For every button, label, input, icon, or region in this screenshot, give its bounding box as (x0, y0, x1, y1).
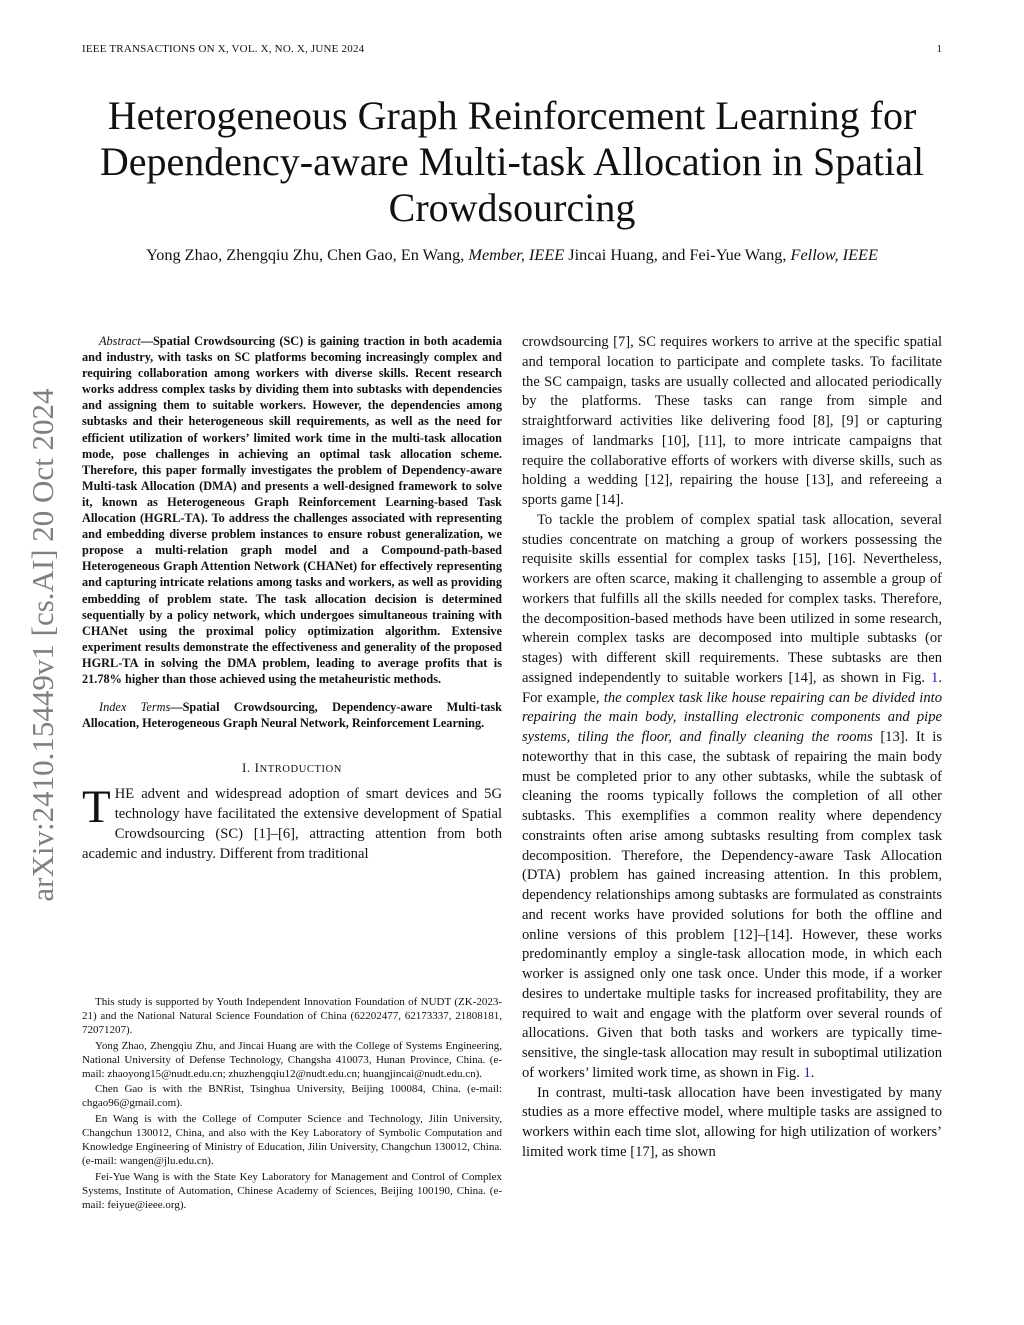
section-title-rest: NTRODUCTION (259, 764, 342, 776)
abstract (82, 333, 502, 687)
title-line: Crowdsourcing (388, 185, 636, 230)
left-column (82, 333, 502, 864)
footnote-affiliation: Yong Zhao, Zhengqiu Zhu, and Jincai Huang are with the College of Systems Engineering, National University of Defense Technology, Changsha 410073, Hunan Province, China. (e-mail: zhaoyong15@nudt.edu.cn; zhuzhengqiu12@nudt.edu.cn; huangjincai@nudt.edu.cn). (82, 1039, 502, 1080)
body-text: . (810, 1064, 815, 1081)
intro-paragraph (82, 781, 502, 864)
body-text: . For example, (522, 669, 942, 706)
authors-part-1: Yong Zhao, Zhengqiu Zhu, Chen Gao, En Wang, (146, 245, 469, 264)
abstract-label: Abstract (99, 334, 141, 348)
footnote-affiliation: Chen Gao is with the BNRist, Tsinghua University, Beijing 100084, China. (e-mail: chgao96@gmail.com). (82, 1083, 502, 1110)
figure-link[interactable]: 1 (931, 669, 939, 686)
arxiv-stamp: arXiv:2410.15449v1 [cs.AI] 20 Oct 2024 (25, 388, 60, 902)
title-line: Heterogeneous Graph Reinforcement Learning for (107, 93, 917, 138)
author-list (40, 244, 984, 266)
body-paragraph: In contrast, multi-task allocation have been investigated by many studies as a more effective model, where multiple tasks are assigned to workers within each time slot, allowing for high utilization of workers’ limited work time [17], as shown (522, 1084, 942, 1160)
section-heading-introduction (82, 760, 502, 776)
index-terms (82, 699, 502, 731)
paper-title (60, 93, 964, 231)
footnote-funding: This study is supported by Youth Independent Innovation Foundation of NUDT (ZK-2023-21) and the National Natural Science Foundation of China (62202477, 62173337, 21808181, 72071207). (82, 996, 502, 1036)
intro-caps: HE (114, 786, 135, 803)
intro-text: advent and widespread adoption of smart devices and 5G technology have facilitated the extensive development of Spatial Crowdsourcing (SC) [1]–[6], attracting attention from both academic and industry. Different from traditional (82, 786, 502, 862)
footnote-affiliation: En Wang is with the College of Computer Science and Technology, Jilin University, Changchun 130012, China, and also with the Key Laboratory of Symbolic Computation and Knowledge Engineering of Ministry of Education, Jilin University, Changchun 130012, China. (e-mail: wangen@jlu.edu.cn). (82, 1113, 502, 1167)
body-paragraph: crowdsourcing [7], SC requires workers to arrive at the specific spatial and temporal location to participate and complete tasks. To facilitate the SC campaign, tasks are usually collected and allocated periodically by the platforms. These tasks can range from simple and straightforward activities like delivering food [8], [9] or capturing images of landmarks [10], [11], to more intricate campaigns that require the collaborative efforts of workers with diverse skills, such as holding a wedding [12], repairing the house [13], and refereeing a sports game [14]. (522, 334, 942, 508)
section-numeral: I. (241, 760, 251, 776)
section-title-initial: I (254, 760, 260, 776)
index-terms-label: Index Terms (99, 700, 171, 715)
body-text: To tackle the problem of complex spatial task allocation, several studies concentrate on matching a group of workers possessing the requisite skills essential for complex tasks [15], [16]. Nevertheless, workers are often scarce, making it challenging to assemble a group of workers that fulfills all the skills needed for complex tasks. Therefore, the decomposition-based methods have been utilized in some research, wherein complex tasks are decomposed into multiple subtasks (or stages) with different skill requirements. These subtasks are then assigned independently to suitable workers [14], as shown in Fig. (522, 511, 942, 686)
body-text-italic: the complex task like house repairing can be divided into repairing the main body, installing electronic components and pipe systems, tiling the floor, and finally cleaning the rooms (522, 689, 943, 745)
body-paragraph (522, 511, 942, 1084)
right-column (522, 333, 942, 1163)
abstract-text: —Spatial Crowdsourcing (SC) is gaining traction in both academia and industry, with tasks on SC platforms becoming increasingly complex and requiring collaboration among workers with diverse skills. Recent research works address complex tasks by dividing them into subtasks with dependencies and assigning them to suitable workers. However, the dependencies among subtasks and their heterogeneous skill requirements, as well as the need for efficient utilization of workers’ limited work time in the multi-task allocation mode, pose challenges in achieving an optimal task allocation scheme. Therefore, this paper formally investigates the problem of Dependency-aware Multi-task Allocation (DMA) and presents a well-designed framework to solve it, known as Heterogeneous Graph Reinforcement Learning-based Task Allocation (HGRL-TA). To address the challenges associated with representing and embedding diverse problem instances to ensure robust generalization, we propose a multi-relation graph model and a Compound-path-based Heterogeneous Graph Attention Network (CHANet) for effectively representing and capturing intricate relations among tasks and workers, as well as providing embedding of problem state. The task allocation decision is determined sequentially by a policy network, which undergoes simultaneous training with CHANet using the proximal policy optimization algorithm. Extensive experiment results demonstrate the effectiveness and generality of the proposed HGRL-TA in solving the DMA problem, leading to average profits that is 21.78% higher than those achieved using the metaheuristic methods. (82, 334, 502, 686)
footnote-affiliation: Fei-Yue Wang is with the State Key Laboratory for Management and Control of Complex Systems, Institute of Automation, Chinese Academy of Sciences, Beijing 100190, China. (e-mail: feiyue@ieee.org). (82, 1170, 502, 1211)
member-designation: Member, IEEE (468, 245, 565, 264)
index-terms-text: —Spatial Crowdsourcing, Dependency-aware Multi-task Allocation, Heterogeneous Graph Neural Network, Reinforcement Learning. (82, 700, 502, 731)
figure-link[interactable]: 1 (803, 1064, 811, 1081)
page-number: 1 (936, 43, 942, 55)
fellow-designation: Fellow, IEEE (790, 245, 878, 264)
footnotes (82, 996, 502, 1215)
authors-part-2: Jincai Huang, and Fei-Yue Wang, (564, 245, 791, 264)
title-line: Dependency-aware Multi-task Allocation in Spatial (99, 139, 925, 184)
drop-cap: T (82, 781, 111, 834)
running-head: IEEE TRANSACTIONS ON X, VOL. X, NO. X, JUNE 2024 (82, 43, 365, 55)
body-text: [13]. It is noteworthy that in this case, the subtask of repairing the main body must be completed prior to any other subtasks, while the subtask of cleaning the rooms typically follows the completion of all other subtasks. This exemplifies a common reality where dependency constraints often arise among subtasks resulting from complex task decomposition. Therefore, the Dependency-aware Task Allocation (DTA) problem has gained increasing attention. In this problem, dependency relationships among subtasks are formulated as constraints and recent works have provided solutions for both the offline and online versions of this problem [12]–[14]. However, these works predominantly employ a single-task allocation mode, in which each worker is assigned only one task once. Under this mode, if a worker desires to undertake multiple tasks for increased profitability, they are required to wait and engage with the platform over several rounds of allocations. Given that both tasks and workers are typically time-sensitive, the single-task allocation may result in suboptimal utilization of workers’ limited work time, as shown in Fig. (522, 729, 942, 1081)
